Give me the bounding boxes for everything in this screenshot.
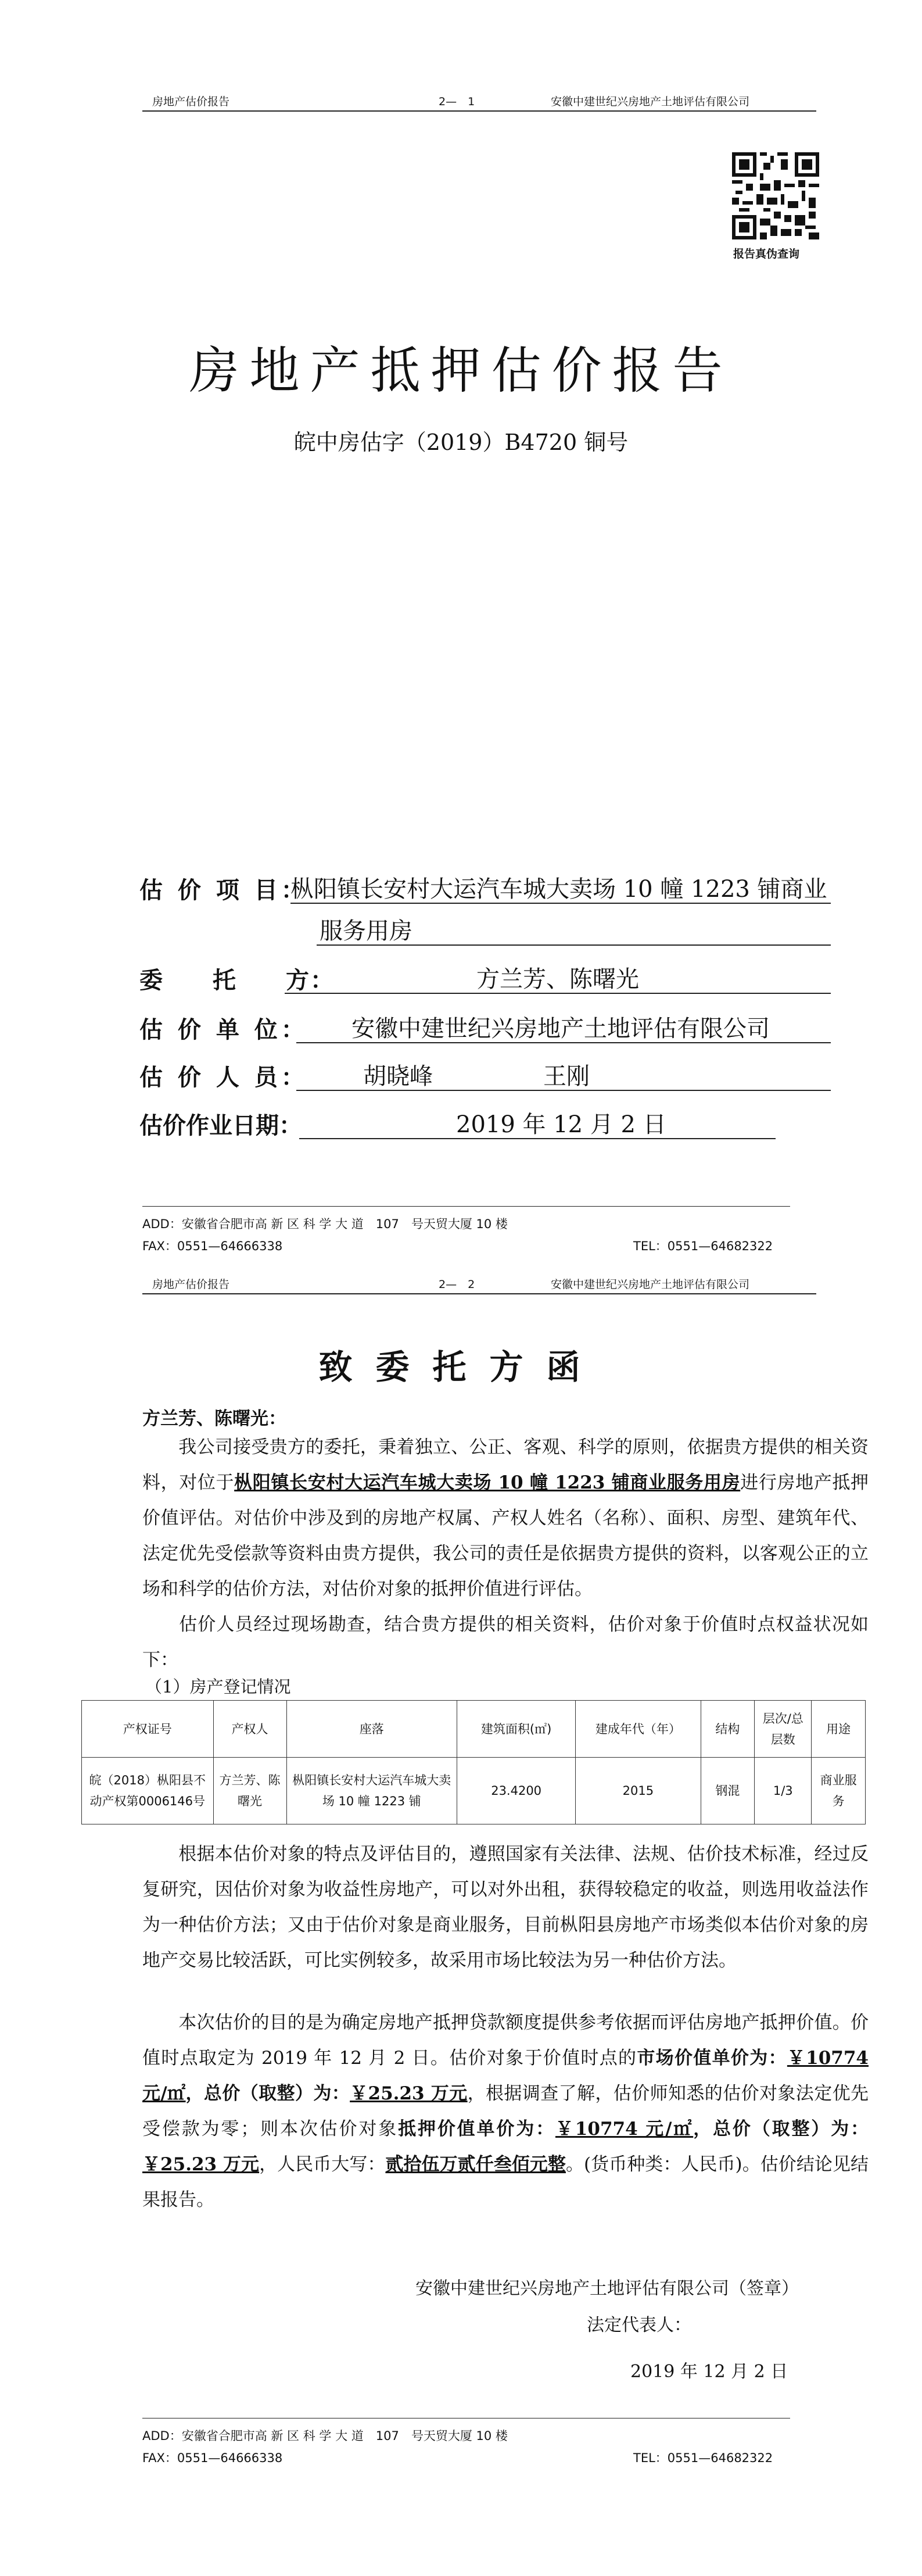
p4-mortgage-unit-price: ￥10774 元/㎡ (555, 2119, 694, 2139)
project-label: 估 价 项 目： (139, 876, 308, 904)
page1-header-left: 房地产估价报告 (152, 95, 230, 108)
page1-footer-rule (142, 1206, 790, 1207)
table-header-cell: 产权人 (213, 1701, 286, 1758)
page2-footer-tel: TEL：0551—64682322 (633, 2451, 773, 2465)
p4-mortgage-total-label: ，总价（取整）为： (693, 2119, 869, 2139)
paragraph-1 (142, 1430, 869, 1607)
page2-header-page-number: 2— 2 (439, 1278, 475, 1291)
salutation: 方兰芳、陈曙光： (142, 1408, 286, 1429)
table-header-row (82, 1701, 866, 1758)
table-cell-structure: 钢混 (701, 1758, 755, 1824)
p4-market-unit-price: ￥10774 元/㎡ (142, 2048, 869, 2104)
table-header-cell: 层次/总层数 (755, 1701, 812, 1758)
p4-t6: ，根据调查了解，估价师知悉的估价对象法定优先受偿款为零；则本次估价对象 (142, 2083, 869, 2139)
table-row (82, 1758, 866, 1824)
qr-code-icon (732, 152, 819, 239)
report-title: 房地产抵押估价报告 (189, 342, 733, 400)
page1-footer-fax: FAX：0551—64666338 (142, 1239, 283, 1253)
table-cell-location: 枞阳镇长安村大运汽车城大卖场 10 幢 1223 铺 (286, 1758, 457, 1824)
document-number: 皖中房估字（2019）B4720 铜号 (293, 430, 629, 455)
page1-footer-tel: TEL：0551—64682322 (633, 1239, 773, 1253)
project-value-line1: 枞阳镇长安村大运汽车城大卖场 10 幢 1223 铺商业 (290, 876, 827, 903)
page2-header-rule (142, 1293, 816, 1294)
paragraph-1-c: 进行房地产抵押价值评估。对估价中涉及到的房地产权属、产权人姓名（名称）、面积、房型、建筑年代、法定优先受偿款等资料由贵方提供，我公司的责任是依据贵方提供的资料，以客观公正的立场和科学的估价方法，对估价对象的抵押价值进行评估。 (142, 1472, 869, 1600)
client-underline (285, 993, 831, 994)
appraiser-name-2: 王刚 (543, 1063, 590, 1090)
table-header-cell: 座落 (286, 1701, 457, 1758)
page1-header-rule (142, 110, 816, 112)
table-cell-owner: 方兰芳、陈曙光 (213, 1758, 286, 1824)
table-cell-usage: 商业服务 (812, 1758, 866, 1824)
date-underline (299, 1138, 776, 1139)
page1-footer-address: ADD：安徽省合肥市高 新 区 科 学 大 道 107 号天贸大厦 10 楼 (142, 1217, 508, 1231)
page2-footer-address: ADD：安徽省合肥市高 新 区 科 学 大 道 107 号天贸大厦 10 楼 (142, 2429, 508, 2443)
unit-label: 估 价 单 位： (139, 1016, 308, 1043)
letter-title: 致委托方函 (318, 1347, 604, 1387)
table-header-cell: 结构 (701, 1701, 755, 1758)
date-label: 估价作业日期： (139, 1112, 302, 1139)
table-caption: （1）房产登记情况 (145, 1677, 291, 1697)
project-underline-1 (290, 903, 831, 904)
p4-market-total: ￥25.23 万元 (350, 2083, 468, 2104)
page2-footer-fax: FAX：0551—64666338 (142, 2451, 283, 2465)
signature-representative: 法定代表人： (587, 2315, 691, 2335)
p4-amount-in-words: 贰拾伍万贰仟叁佰元整 (385, 2154, 566, 2175)
project-value-line2: 服务用房 (320, 918, 412, 944)
p4-market-unit-label: 市场价值单价为： (637, 2048, 787, 2069)
table-cell-year: 2015 (576, 1758, 701, 1824)
paragraph-2 (142, 1607, 869, 1678)
paragraph-3 (142, 1837, 869, 1978)
date-value: 2019 年 12 月 2 日 (456, 1111, 666, 1138)
appraiser-name-1: 胡晓峰 (363, 1063, 433, 1090)
table-header-cell: 用途 (812, 1701, 866, 1758)
unit-underline (296, 1042, 831, 1043)
client-label: 委 托 方： (139, 967, 335, 994)
table-cell-cert: 皖（2018）枞阳县不动产权第0006146号 (82, 1758, 214, 1824)
table-cell-area: 23.4200 (457, 1758, 576, 1824)
table-header-cell: 产权证号 (82, 1701, 214, 1758)
table-header-cell: 建筑面积(㎡) (457, 1701, 576, 1758)
page2-header-right: 安徽中建世纪兴房地产土地评估有限公司 (551, 1278, 750, 1291)
signature-date: 2019 年 12 月 2 日 (630, 2362, 788, 2382)
p4-t11: ，人民币大写： (259, 2154, 386, 2175)
table-header-cell: 建成年代（年） (576, 1701, 701, 1758)
unit-value: 安徽中建世纪兴房地产土地评估有限公司 (351, 1015, 770, 1042)
p4-t13: 。(货币种类：人民币)。估价结论见结果报告。 (142, 2154, 869, 2210)
signature-company: 安徽中建世纪兴房地产土地评估有限公司（签章） (415, 2278, 799, 2299)
paragraph-1-a: 我公司接受贵方的委托，秉着独立、公正、客观、科学的原则，依据贵方提供的相关资料，对位于 (142, 1437, 869, 1493)
page2-header-left: 房地产估价报告 (152, 1278, 230, 1291)
p4-mortgage-unit-label: 抵押价值单价为： (398, 2119, 555, 2139)
client-value: 方兰芳、陈曙光 (476, 966, 639, 993)
paragraph-3-text: 根据本估价对象的特点及评估目的，遵照国家有关法律、法规、估价技术标准，经过反复研究，因估价对象为收益性房地产，可以对外出租，获得较稳定的收益，则选用收益法作为一种估价方法；又由于估价对象是商业服务，目前枞阳县房地产市场类似本估价对象的房地产交易比较活跃，可比实例较多，故采用市场比较法为另一种估价方法。 (142, 1844, 869, 1971)
paragraph-2-text: 估价人员经过现场勘查，结合贵方提供的相关资料，估价对象于价值时点权益状况如下： (142, 1614, 869, 1670)
table-cell-floor: 1/3 (755, 1758, 812, 1824)
registration-table (81, 1700, 866, 1824)
project-underline-2 (317, 944, 831, 946)
p4-market-total-label: ，总价（取整）为： (185, 2083, 350, 2104)
property-address: 枞阳镇长安村大运汽车城大卖场 10 幢 1223 铺商业服务用房 (234, 1472, 741, 1493)
page1-header-right: 安徽中建世纪兴房地产土地评估有限公司 (551, 95, 750, 108)
appraiser-label: 估 价 人 员： (139, 1064, 308, 1091)
qr-caption: 报告真伪查询 (733, 248, 800, 260)
appraiser-underline (296, 1090, 831, 1091)
p4-mortgage-total: ￥25.23 万元 (142, 2154, 260, 2175)
p4-t1: 本次估价的目的是为确定房地产抵押贷款额度提供参考依据而评估房地产抵押价值。价值时点取定为 2019 年 12 月 2 日。估价对象于价值时点的 (142, 2012, 869, 2069)
paragraph-4 (142, 2005, 869, 2218)
page1-header-page-number: 2— 1 (439, 95, 475, 108)
